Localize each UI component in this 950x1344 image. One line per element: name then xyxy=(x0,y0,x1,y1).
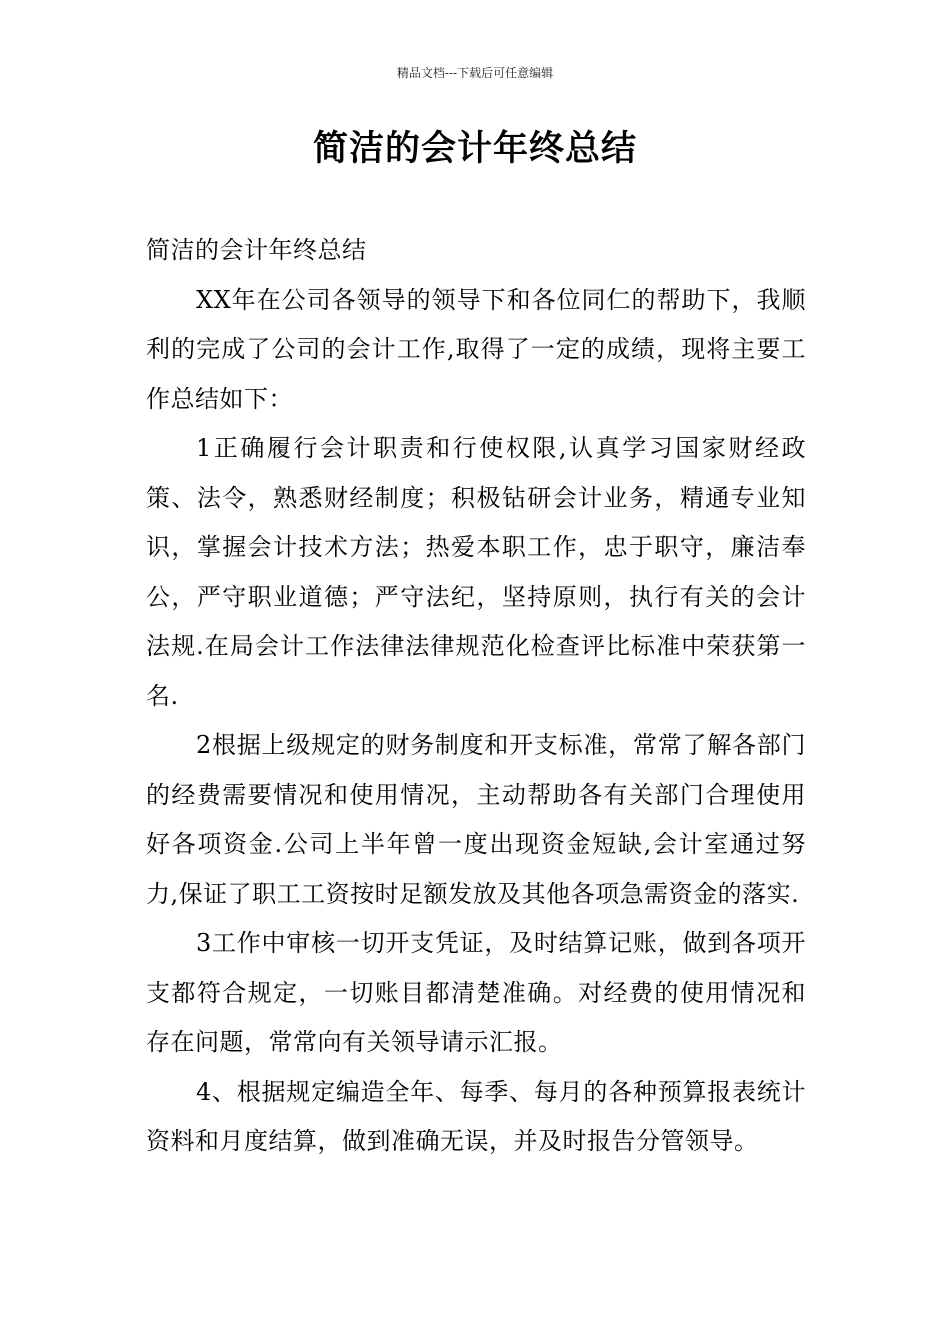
item-4-paragraph: 4、根据规定编造全年、每季、每月的各种预算报表统计资料和月度结算，做到准确无误，并及时报告分管领导。 xyxy=(146,1077,806,1155)
intro-paragraph: XX年在公司各领导的领导下和各位同仁的帮助下，我顺利的完成了公司的会计工作,取得了一定的成绩，现将主要工作总结如下： xyxy=(146,285,806,413)
document-body xyxy=(146,226,806,1167)
body-subtitle: 简洁的会计年终总结 xyxy=(146,236,367,264)
item-3-paragraph: 3工作中审核一切开支凭证，及时结算记账，做到各项开支都符合规定，一切账目都清楚准确。对经费的使用情况和存在问题，常常向有关领导请示汇报。 xyxy=(146,929,806,1056)
header-note: 精品文档---下载后可任意编辑 xyxy=(396,66,554,80)
item-2-paragraph: 2根据上级规定的财务制度和开支标准，常常了解各部门的经费需要情况和使用情况，主动帮助各有关部门合理使用好各项资金.公司上半年曾一度出现资金短缺,会计室通过努力,保证了职工工资按时足额发放及其他各项急需资金的落实. xyxy=(146,731,806,908)
document-title: 简洁的会计年终总结 xyxy=(312,129,637,169)
item-1-paragraph: 1正确履行会计职责和行使权限,认真学习国家财经政策、法令，熟悉财经制度；积极钻研会计业务，精通专业知识，掌握会计技术方法；热爱本职工作，忠于职守，廉洁奉公，严守职业道德；严守法纪，坚持原则，执行有关的会计法规.在局会计工作法律法律规范化检查评比标准中荣获第一名. xyxy=(146,434,806,710)
